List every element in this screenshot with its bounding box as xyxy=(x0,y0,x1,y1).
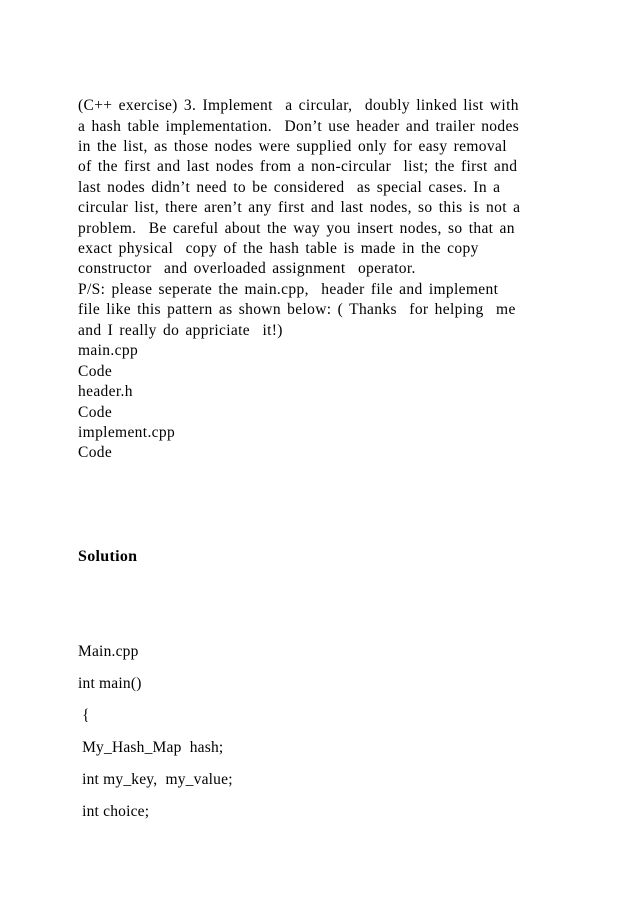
code-line: Main.cpp xyxy=(78,643,139,660)
question-line: Code xyxy=(78,444,113,461)
code-line: { xyxy=(78,707,90,724)
question-line: circular list, there aren’t any first and last nodes, so this is not a xyxy=(78,199,521,216)
question-line: P/S: please seperate the main.cpp, header file and implement xyxy=(78,281,499,298)
question-line: a hash table implementation. Don’t use header and trailer nodes xyxy=(78,118,520,135)
question-line: in the list, as those nodes were supplied only for easy removal xyxy=(78,138,507,155)
question-line: header.h xyxy=(78,383,133,400)
code-line: int main() xyxy=(78,675,142,692)
question-line: constructor and overloaded assignment operator. xyxy=(78,260,416,277)
question-line: main.cpp xyxy=(78,342,139,359)
question-line: last nodes didn’t need to be considered as special cases. In a xyxy=(78,179,501,196)
question-line: problem. Be careful about the way you insert nodes, so that an xyxy=(78,220,515,237)
question-line: and I really do appriciate it!) xyxy=(78,322,283,339)
code-line: My_Hash_Map hash; xyxy=(78,739,224,756)
question-line: Code xyxy=(78,363,113,380)
question-line: Code xyxy=(78,404,113,421)
question-line: (C++ exercise) 3. Implement a circular, doubly linked list with xyxy=(78,97,519,114)
solution-heading: Solution xyxy=(78,548,138,565)
question-line: exact physical copy of the hash table is made in the copy xyxy=(78,240,479,257)
question-line: file like this pattern as shown below: ( Thanks for helping me xyxy=(78,301,516,318)
question-line: implement.cpp xyxy=(78,424,176,441)
code-line: int choice; xyxy=(78,803,150,820)
question-line: of the first and last nodes from a non-circular list; the first and xyxy=(78,158,518,175)
code-line: int my_key, my_value; xyxy=(78,771,233,788)
